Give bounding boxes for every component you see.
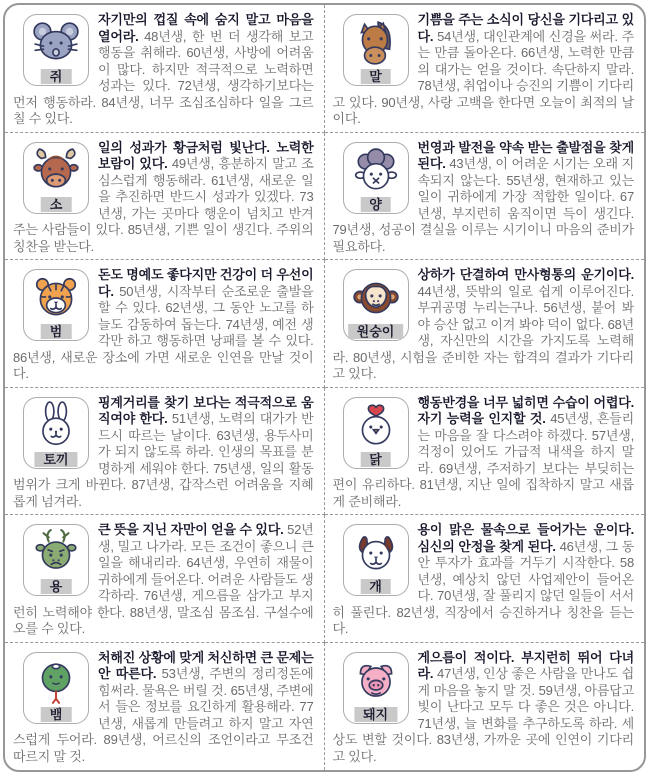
fortune-lead: 상하가 단결하여 만사형통의 운기이다.	[417, 267, 634, 282]
fortune-body: 50년생, 시작부터 순조로운 출발을 할 수 있다. 62년생, 그 동안 노고를 하늘도 감동하여 돕는다. 74년생, 예전 생각만 하고 행동하면 낭패를 볼 수 있다. 86년생, 새로운 장소에 가면 새로운 인연을 만날 것이다.	[13, 283, 314, 381]
zodiac-label: 양	[360, 197, 391, 212]
zodiac-label: 말	[360, 69, 391, 84]
zodiac-cell-tiger	[5, 260, 325, 388]
fortune-page	[3, 3, 646, 772]
fortune-body: 51년생, 노력의 대가가 반드시 따르는 날이다. 63년생, 용두사미가 되지 않도록 하라. 인생의 목표를 분명하게 세워야 한다. 75년생, 일의 활동범위가 크게 바뀐다. 87년생, 갑작스런 어려움을 지혜롭게 넘겨라.	[13, 411, 314, 509]
zodiac-label: 범	[41, 324, 72, 339]
fortune-lead: 일의 성과가 황금처럼 빛난다. 노력한 보람이 있다.	[98, 139, 314, 171]
dog-icon-box	[343, 524, 409, 596]
rat-icon	[30, 18, 82, 68]
fortune-body: 44년생, 뜻밖의 일로 쉽게 이루어진다. 부귀공명 누리는구나. 56년생, 붙어 봐야 승산 없고 이겨 봐야 덕이 없다. 68년생, 자신만의 시간을 가지도록 노력해라. 80년생, 시험을 준비한 자는 합격의 결과가 기다리고 있다.	[332, 283, 634, 381]
fortune-lead: 자기만의 껍질 속에 숨지 말고 마음을 열어라.	[98, 12, 314, 44]
sheep-icon	[350, 146, 402, 196]
zodiac-cell-monkey	[325, 260, 645, 388]
ox-icon-box	[23, 142, 89, 214]
zodiac-cell-ox	[5, 133, 325, 261]
fortune-lead: 번영과 발전을 약속 받는 출발점을 찾게 된다.	[417, 139, 634, 171]
tiger-icon-box	[23, 269, 89, 341]
fortune-lead: 큰 뜻을 지닌 자만이 얻을 수 있다.	[98, 522, 284, 537]
fortune-body: 45년생, 흔들리는 마음을 잘 다스려야 하겠다. 57년생, 걱정이 있어도 가급적 내색을 하지 말라. 69년생, 주저하기 보다는 부딪히는 편이 유리하다. 81년생, 지난 일에 집착하지 말고 새롭게 준비해라.	[332, 411, 634, 509]
fortune-body: 46년생, 그 동안 투자가 효과를 거두기 시작한다. 58년생, 예상치 않던 사업제안이 들어온다. 70년생, 잘 풀리지 않던 일들이 서서히 풀린다. 82년생, 직장에서 승진하거나 칭찬을 듣는다.	[332, 538, 634, 636]
zodiac-cell-snake	[5, 643, 325, 771]
fortune-lead: 돈도 명예도 좋다지만 건강이 더 우선이다.	[98, 267, 314, 299]
fortune-lead: 처해진 상황에 맞게 처신하면 큰 문제는 안 따른다.	[98, 649, 314, 681]
fortune-lead: 행동반경을 너무 넓히면 수습이 어렵다. 자기 능력을 인지할 것.	[417, 394, 634, 426]
zodiac-label: 돼지	[354, 707, 397, 722]
fortune-lead: 핑계거리를 찾기 보다는 적극적으로 움직여야 한다.	[98, 394, 314, 426]
ox-icon	[30, 146, 82, 196]
zodiac-label: 개	[360, 579, 391, 594]
monkey-icon-box	[343, 269, 409, 341]
zodiac-cell-sheep	[325, 133, 645, 261]
rabbit-icon-box	[23, 397, 89, 469]
zodiac-grid	[5, 5, 644, 770]
fortune-body: 53년생, 주변의 정리정돈에 힘써라. 물욕은 버릴 것. 65년생, 주변에서 들은 정보를 요긴하게 활용해라. 77년생, 새롭게 만들려고 하지 말고 자연스럽게 두어라. 89년생, 어르신의 조언이라고 무조건 따르지 말 것.	[13, 666, 314, 764]
zodiac-cell-horse	[325, 5, 645, 133]
zodiac-label: 소	[41, 197, 72, 212]
fortune-lead: 게으름이 적이다. 부지런히 뛰어 다녀라.	[417, 649, 634, 681]
zodiac-cell-dragon	[5, 515, 325, 643]
dog-icon	[350, 528, 402, 578]
zodiac-cell-pig	[325, 643, 645, 771]
snake-icon	[30, 656, 82, 706]
fortune-lead: 용이 맑은 물속으로 들어가는 운이다. 심신의 안정을 찾게 된다.	[417, 522, 634, 554]
rabbit-icon	[30, 401, 82, 451]
dragon-icon	[30, 528, 82, 578]
rooster-icon	[350, 401, 402, 451]
fortune-body: 54년생, 대인관계에 신경을 써라. 주는 만큼 돌아온다. 66년생, 노력한 만큼의 대가는 얻을 것이다. 속단하지 말라. 78년생, 취업이나 승진의 기쁨이 기다리고 있다. 90년생, 사랑 고백을 한다면 오늘이 최적의 날이다.	[332, 28, 634, 126]
zodiac-cell-dog	[325, 515, 645, 643]
zodiac-label: 뱀	[41, 707, 72, 722]
fortune-body: 48년생, 한 번 더 생각해 보고 행동을 취해라. 60년생, 사방에 어려움이 많다. 하지만 적극적으로 노력하면 성과는 있다. 72년생, 생각하기보다는 먼저 행동하라. 84년생, 너무 조심조심하다 일을 그르칠 수 있다.	[13, 28, 314, 126]
pig-icon	[350, 656, 402, 706]
sheep-icon-box	[343, 142, 409, 214]
fortune-body: 49년생, 흥분하지 말고 조심스럽게 행동해라. 61년생, 새로운 일을 추진하면 반드시 성과가 있겠다. 73년생, 가는 곳마다 행운이 넘치고 반겨주는 사람들이 있다. 85년생, 기쁜 일이 생긴다. 주위의 칭찬을 받는다.	[13, 156, 314, 254]
horse-icon-box	[343, 14, 409, 86]
zodiac-cell-rabbit	[5, 388, 325, 516]
snake-icon-box	[23, 652, 89, 724]
tiger-icon	[30, 273, 82, 323]
dragon-icon-box	[23, 524, 89, 596]
monkey-icon	[350, 273, 402, 323]
pig-icon-box	[343, 652, 409, 724]
zodiac-label: 쥐	[41, 69, 72, 84]
zodiac-cell-rat	[5, 5, 325, 133]
horse-icon	[350, 18, 402, 68]
rat-icon-box	[23, 14, 89, 86]
zodiac-cell-rooster	[325, 388, 645, 516]
fortune-body: 47년생, 인상 좋은 사람을 만나도 쉽게 마음을 놓지 말 것. 59년생, 아름답고 빛이 난다고 모두 다 좋은 것은 아니다. 71년생, 늘 변화를 추구하도록 하라. 세상도 변할 것이다. 83년생, 가까운 곳에 인연이 기다리고 있다.	[332, 666, 634, 764]
zodiac-label: 용	[41, 579, 72, 594]
rooster-icon-box	[343, 397, 409, 469]
zodiac-label: 닭	[360, 452, 391, 467]
fortune-lead: 기쁨을 주는 소식이 당신을 기다리고 있다.	[417, 12, 634, 44]
zodiac-label: 원숭이	[348, 324, 404, 339]
fortune-body: 43년생, 이 어려운 시기는 오래 지속되지 않는다. 55년생, 현재하고 있는 일이 귀하에게 가장 적합한 일이다. 67년생, 부지런히 움직이면 득이 생긴다. 79년생, 성공이 결실을 이루는 시기이니 마음의 준비가 필요하다.	[332, 156, 634, 254]
fortune-body: 52년생, 밀고 나가라. 모든 조건이 좋으니 큰일을 해내리라. 64년생, 우연히 재물이 귀하에게 들어온다. 어려운 사람들도 생각하라. 76년생, 게으름을 삼가고 부지런히 노력해야 한다. 88년생, 말조심 몸조심. 구설수에 오를 수 있다.	[13, 522, 314, 636]
zodiac-label: 토끼	[34, 452, 77, 467]
